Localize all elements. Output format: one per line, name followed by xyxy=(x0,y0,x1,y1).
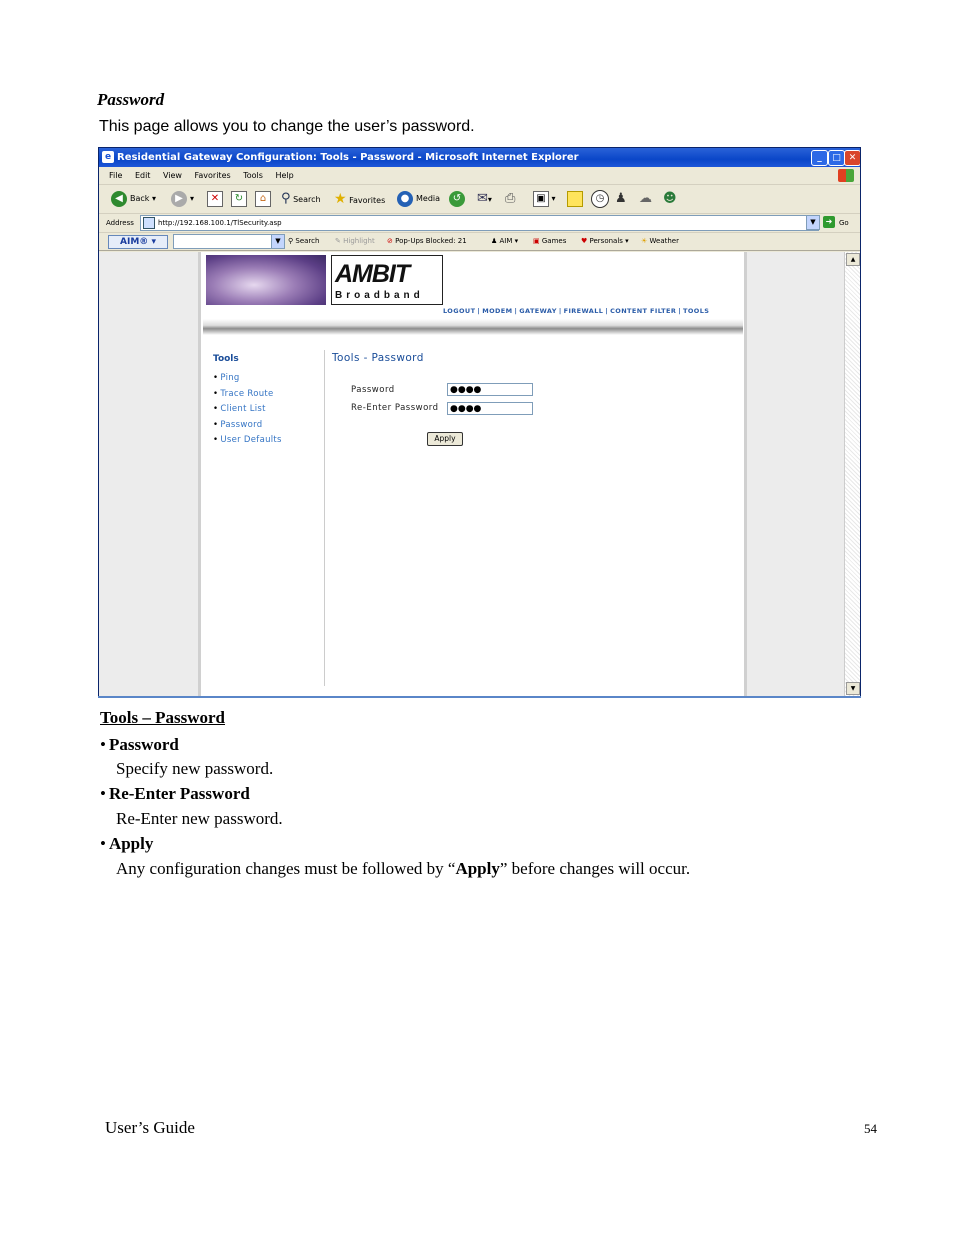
games-label: Games xyxy=(541,237,567,245)
address-bar xyxy=(99,214,860,233)
stop-icon: ✕ xyxy=(207,191,223,207)
password-label: Password xyxy=(351,385,395,395)
windows-logo-icon xyxy=(838,169,854,182)
favorites-button[interactable] xyxy=(334,190,385,208)
doc-heading: Password xyxy=(97,90,165,109)
search-button[interactable] xyxy=(281,190,321,208)
search-label: Search xyxy=(293,195,321,204)
stop-button[interactable] xyxy=(207,190,223,208)
personals-label: Personals xyxy=(589,237,623,245)
aim-button[interactable]: ♟ AIM ▾ xyxy=(491,237,519,245)
side-nav-ping[interactable]: • Ping xyxy=(213,373,240,383)
menu-bar xyxy=(99,167,860,185)
edit-icon: ▣ xyxy=(533,191,549,207)
menu-edit[interactable]: Edit xyxy=(134,171,151,180)
highlight-label: Highlight xyxy=(343,237,375,245)
aim-logo[interactable]: AIM® ▾ xyxy=(108,235,168,249)
side-nav-password[interactable]: • Password xyxy=(213,420,262,430)
apply-button[interactable]: Apply xyxy=(427,432,463,446)
go-label[interactable]: Go xyxy=(839,219,849,227)
aim-toolbar xyxy=(99,233,860,251)
bullet-password-label: Password xyxy=(108,735,179,754)
scroll-up-icon[interactable]: ▲ xyxy=(846,253,860,266)
research-icon: ◷ xyxy=(591,190,609,208)
note-icon xyxy=(567,191,583,207)
back-label: Back xyxy=(130,194,150,203)
sun-icon: ☀ xyxy=(641,237,648,245)
back-button[interactable]: ◀ Back ▾ xyxy=(111,190,156,208)
mail-button[interactable]: ✉▾ xyxy=(477,191,492,206)
page-number: 54 xyxy=(864,1121,877,1136)
running-man-icon: ♟ xyxy=(491,237,498,245)
vertical-scrollbar[interactable] xyxy=(844,252,861,696)
discuss-button[interactable] xyxy=(639,190,652,208)
apply-desc-post: ” before changes will occur. xyxy=(499,859,691,878)
address-url: http://192.168.100.1/TlSecurity.asp xyxy=(158,219,282,227)
nav-gateway[interactable]: GATEWAY xyxy=(519,307,557,315)
apply-desc-bold: Apply xyxy=(455,859,500,878)
standard-toolbar xyxy=(99,185,860,214)
printer-icon: ⎙ xyxy=(505,191,516,206)
maximize-icon[interactable]: □ xyxy=(828,150,845,166)
apply-desc-pre: Any configuration changes must be followed by “ xyxy=(116,859,456,878)
notes-button[interactable] xyxy=(567,190,583,208)
popups-label: Pop-Ups Blocked: 21 xyxy=(395,237,467,245)
menu-tools[interactable]: Tools xyxy=(243,171,263,180)
star-icon: ★ xyxy=(334,191,347,207)
menu-file[interactable]: File xyxy=(109,171,123,180)
screenshot-bottom-border xyxy=(98,696,861,698)
globe-banner-image xyxy=(206,255,326,305)
nav-tools[interactable]: TOOLS xyxy=(683,307,710,315)
search-icon: ⚲ xyxy=(281,191,291,206)
right-margin xyxy=(744,252,844,696)
research-button[interactable] xyxy=(591,190,612,208)
page-icon xyxy=(143,217,155,229)
scroll-down-icon[interactable]: ▼ xyxy=(846,682,860,695)
minimize-icon[interactable]: _ xyxy=(811,150,828,166)
highlighter-icon: ✎ xyxy=(335,237,341,245)
menu-help[interactable]: Help xyxy=(275,171,294,180)
bullet-reenter-label: Re-Enter Password xyxy=(108,784,250,803)
messenger-icon: ♟ xyxy=(615,191,627,206)
history-icon: ↺ xyxy=(449,191,465,207)
bullet-apply: • Apply xyxy=(100,834,154,853)
side-nav-title: Tools xyxy=(213,354,239,364)
side-nav-trace-route[interactable]: • Trace Route xyxy=(213,389,274,399)
page-viewport xyxy=(99,252,844,696)
forward-arrow-icon: ▶ xyxy=(171,191,187,207)
highlight-button[interactable] xyxy=(335,233,375,250)
popup-blocker-icon: ⊘ xyxy=(387,237,393,245)
nav-modem[interactable]: MODEM xyxy=(482,307,513,315)
ambit-logo-text: AMBIT xyxy=(335,260,410,288)
ie-icon: e xyxy=(102,151,114,163)
ambit-logo-subtext: Broadband xyxy=(335,290,424,301)
contacts-icon: ☻ xyxy=(663,191,677,206)
refresh-icon: ↻ xyxy=(231,191,247,207)
media-icon: ● xyxy=(397,191,413,207)
aim-search-dropdown-icon[interactable]: ▼ xyxy=(271,234,285,249)
section-title: Tools – Password xyxy=(100,708,226,727)
print-button[interactable] xyxy=(505,190,515,208)
games-icon: ▣ xyxy=(533,237,540,245)
bullet-reenter-desc: Re-Enter new password. xyxy=(116,809,283,828)
doc-intro: This page allows you to change the user’s password. xyxy=(99,118,475,135)
messenger-button[interactable] xyxy=(615,190,627,208)
bullet-apply-desc xyxy=(116,859,690,879)
popups-button[interactable] xyxy=(387,233,467,250)
weather-button[interactable] xyxy=(641,233,679,250)
aim-search-button[interactable] xyxy=(288,233,319,250)
ambit-logo xyxy=(331,255,443,305)
forward-button[interactable]: ▶ ▾ xyxy=(171,190,194,208)
mail-icon: ✉ xyxy=(477,191,488,206)
contacts-button[interactable] xyxy=(663,190,677,208)
games-button[interactable] xyxy=(533,233,566,250)
nav-logout[interactable]: LOGOUT xyxy=(443,307,476,315)
password-field[interactable]: ●●●● xyxy=(447,383,533,396)
bullet-reenter: • Re-Enter Password xyxy=(100,784,250,803)
go-arrow-icon[interactable]: ➜ xyxy=(823,216,835,228)
close-icon[interactable]: ✕ xyxy=(844,150,861,166)
reenter-password-field[interactable]: ●●●● xyxy=(447,402,533,415)
address-input[interactable] xyxy=(140,215,819,231)
menu-view[interactable]: View xyxy=(162,171,182,180)
bullet-password: • Password xyxy=(100,735,179,754)
nav-content-filter[interactable]: CONTENT FILTER xyxy=(610,307,677,315)
bullet-password-desc: Specify new password. xyxy=(116,759,274,778)
side-nav-client-list[interactable]: • Client List xyxy=(213,404,266,414)
history-button[interactable] xyxy=(449,190,468,208)
aim-search-input[interactable] xyxy=(173,234,285,249)
media-button[interactable] xyxy=(397,190,440,208)
reenter-password-label: Re-Enter Password xyxy=(351,403,439,413)
magnifier-icon: ⚲ xyxy=(288,237,294,245)
edit-button[interactable]: ▣ ▾ xyxy=(533,190,556,208)
personals-button[interactable]: ♥ Personals ▾ xyxy=(581,237,629,245)
home-button[interactable] xyxy=(255,190,271,208)
menu-favorites[interactable]: Favorites xyxy=(194,171,231,180)
favorites-label: Favorites xyxy=(349,196,386,205)
weather-label: Weather xyxy=(649,237,679,245)
window-titlebar xyxy=(99,148,860,167)
browser-screenshot xyxy=(98,147,861,697)
header-swoosh xyxy=(203,319,743,335)
bullet-apply-label: Apply xyxy=(108,834,154,853)
refresh-button[interactable] xyxy=(231,190,247,208)
media-label: Media xyxy=(416,194,441,203)
aim-search-label: Search xyxy=(295,237,320,245)
window-title: Residential Gateway Configuration: Tools - Password - Microsoft Internet Explorer xyxy=(117,152,579,163)
page-title: Tools - Password xyxy=(332,352,424,364)
aim-label: AIM xyxy=(499,237,513,245)
side-nav-user-defaults[interactable]: • User Defaults xyxy=(213,435,282,445)
address-dropdown-icon[interactable]: ▼ xyxy=(806,215,820,230)
aim-logo-label: AIM® xyxy=(120,237,149,247)
home-icon: ⌂ xyxy=(255,191,271,207)
nav-firewall[interactable]: FIREWALL xyxy=(563,307,604,315)
back-arrow-icon: ◀ xyxy=(111,191,127,207)
left-margin xyxy=(99,252,201,696)
heart-icon: ♥ xyxy=(581,237,588,245)
footer-title: User’s Guide xyxy=(105,1118,195,1137)
address-label: Address xyxy=(106,219,134,227)
top-navigation: LOGOUT | MODEM | GATEWAY | FIREWALL | CONTENT FILTER | TOOLS xyxy=(443,307,710,315)
side-nav-divider xyxy=(324,350,325,686)
chat-icon: ☁ xyxy=(639,191,652,206)
